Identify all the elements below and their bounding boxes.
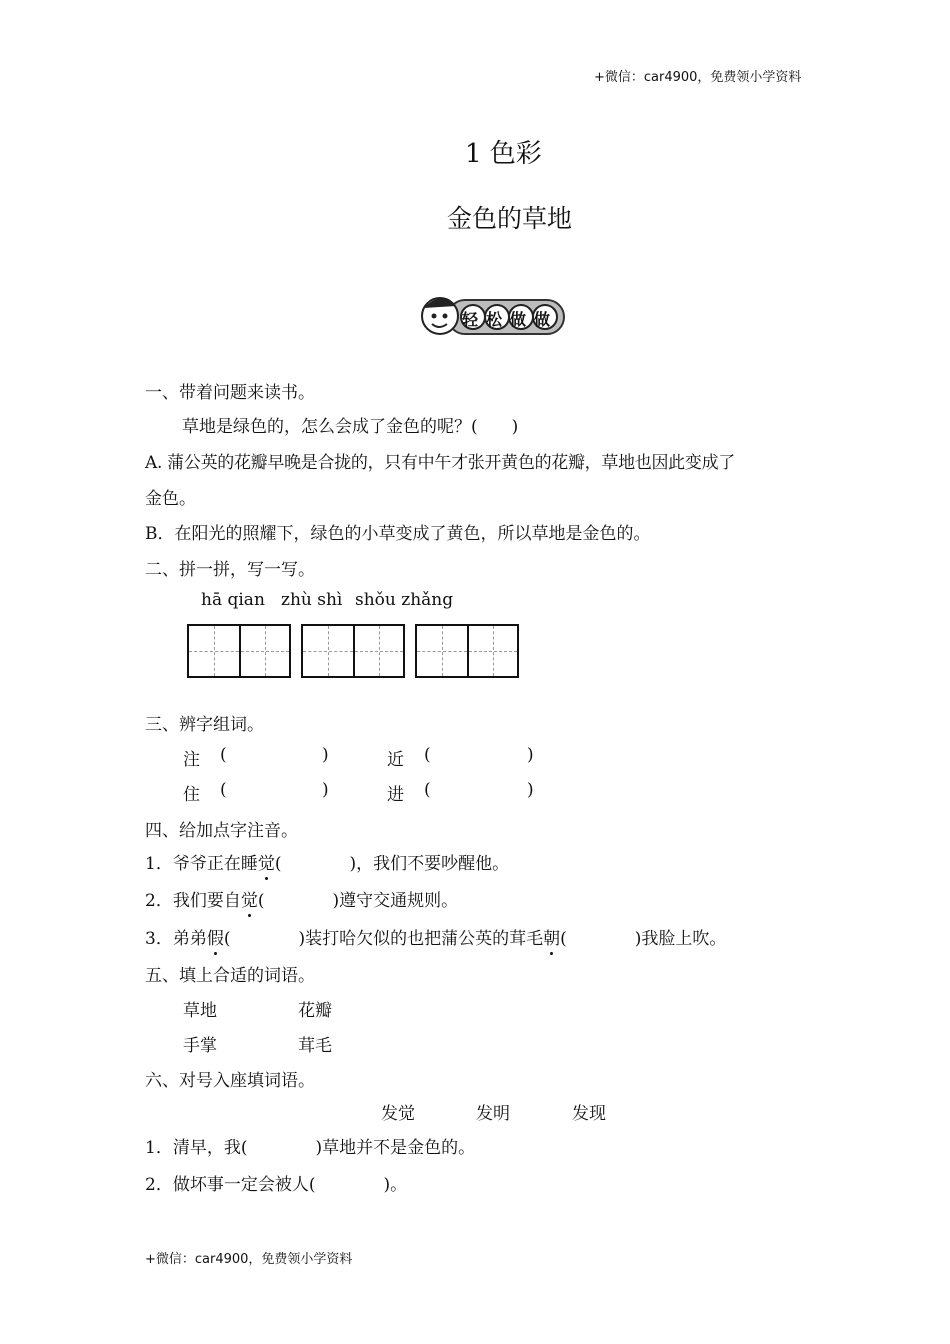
pinyin-3: shǒu zhǎng bbox=[355, 590, 454, 610]
s2-heading: 二、拼一拼，写一写。 bbox=[145, 560, 315, 580]
s6-item-1: 1．清早，我( )草地并不是金色的。 bbox=[145, 1138, 476, 1158]
choice-fajue: 发觉 bbox=[381, 1104, 415, 1124]
lesson-title: 金色的草地 bbox=[447, 204, 573, 233]
writing-grid-3[interactable] bbox=[415, 624, 519, 678]
choice-faming: 发明 bbox=[476, 1104, 510, 1124]
dotted-char: 假 bbox=[207, 924, 224, 949]
paren-close: ) bbox=[527, 780, 534, 800]
s6-heading: 六、对号入座填词语。 bbox=[145, 1071, 315, 1091]
pinyin-2: zhù shì bbox=[281, 590, 343, 610]
pinyin-1: hā qian bbox=[201, 590, 265, 610]
choice-faxian: 发现 bbox=[572, 1104, 606, 1124]
easy-practice-badge bbox=[418, 290, 568, 340]
s4-item-1-pre: 1．爷爷正在睡 bbox=[145, 854, 258, 874]
paren-open: ( bbox=[424, 745, 431, 765]
char-jin-enter: 进 bbox=[387, 785, 404, 805]
s4-item-1 bbox=[145, 849, 509, 874]
writing-grid-2[interactable] bbox=[301, 624, 405, 678]
s4-heading: 四、给加点字注音。 bbox=[145, 821, 298, 841]
s3-heading: 三、辨字组词。 bbox=[145, 715, 264, 735]
s1-option-a-line1: A. 蒲公英的花瓣早晚是合拢的，只有中午才张开黄色的花瓣，草地也因此变成了 bbox=[145, 453, 735, 473]
s1-option-b: B．在阳光的照耀下，绿色的小草变成了黄色，所以草地是金色的。 bbox=[145, 524, 651, 544]
paren-close: ) bbox=[527, 745, 534, 765]
s5-heading: 五、填上合适的词语。 bbox=[145, 966, 315, 986]
s4-item-2-pre: 2．我们要自 bbox=[145, 891, 241, 911]
paren-open: ( bbox=[220, 780, 227, 800]
writing-grid-1[interactable] bbox=[187, 624, 291, 678]
word-shouzhang: 手掌 bbox=[183, 1036, 217, 1056]
badge-text: 轻松做做 bbox=[462, 310, 559, 329]
paren-close: ) bbox=[322, 745, 329, 765]
s4-item-3 bbox=[145, 924, 726, 949]
watermark-top: +微信：car4900，免费领小学资料 bbox=[594, 70, 802, 85]
paren-open: ( bbox=[424, 780, 431, 800]
s4-item-3-post: ( )我脸上吹。 bbox=[560, 929, 727, 949]
watermark-bottom: +微信：car4900，免费领小学资料 bbox=[145, 1252, 353, 1267]
char-zhu: 注 bbox=[183, 750, 200, 770]
char-zhu-live: 住 bbox=[183, 785, 200, 805]
dotted-char: 觉 bbox=[241, 886, 258, 911]
s4-item-2-rest: ( )遵守交通规则。 bbox=[257, 891, 459, 911]
s4-item-3-pre: 3．弟弟 bbox=[145, 929, 207, 949]
s1-heading: 一、带着问题来读书。 bbox=[145, 383, 315, 403]
s1-question: 草地是绿色的，怎么会成了金色的呢？( ) bbox=[182, 417, 519, 437]
s4-item-2 bbox=[145, 886, 458, 911]
s6-item-2: 2．做坏事一定会被人( )。 bbox=[145, 1175, 408, 1195]
s1-option-a-line2: 金色。 bbox=[145, 489, 196, 509]
dotted-char: 朝 bbox=[543, 924, 560, 949]
s4-item-3-mid: ( )装打哈欠似的也把蒲公英的茸毛 bbox=[223, 929, 544, 949]
word-huaban: 花瓣 bbox=[298, 1001, 332, 1021]
paren-open: ( bbox=[220, 745, 227, 765]
word-rongmao: 茸毛 bbox=[298, 1036, 332, 1056]
word-caodi: 草地 bbox=[183, 1001, 217, 1021]
char-jin-near: 近 bbox=[387, 750, 404, 770]
unit-title: 1 色彩 bbox=[465, 139, 542, 169]
dotted-char: 觉 bbox=[258, 849, 275, 874]
s4-item-1-rest: ( )，我们不要吵醒他。 bbox=[274, 854, 510, 874]
paren-close: ) bbox=[322, 780, 329, 800]
